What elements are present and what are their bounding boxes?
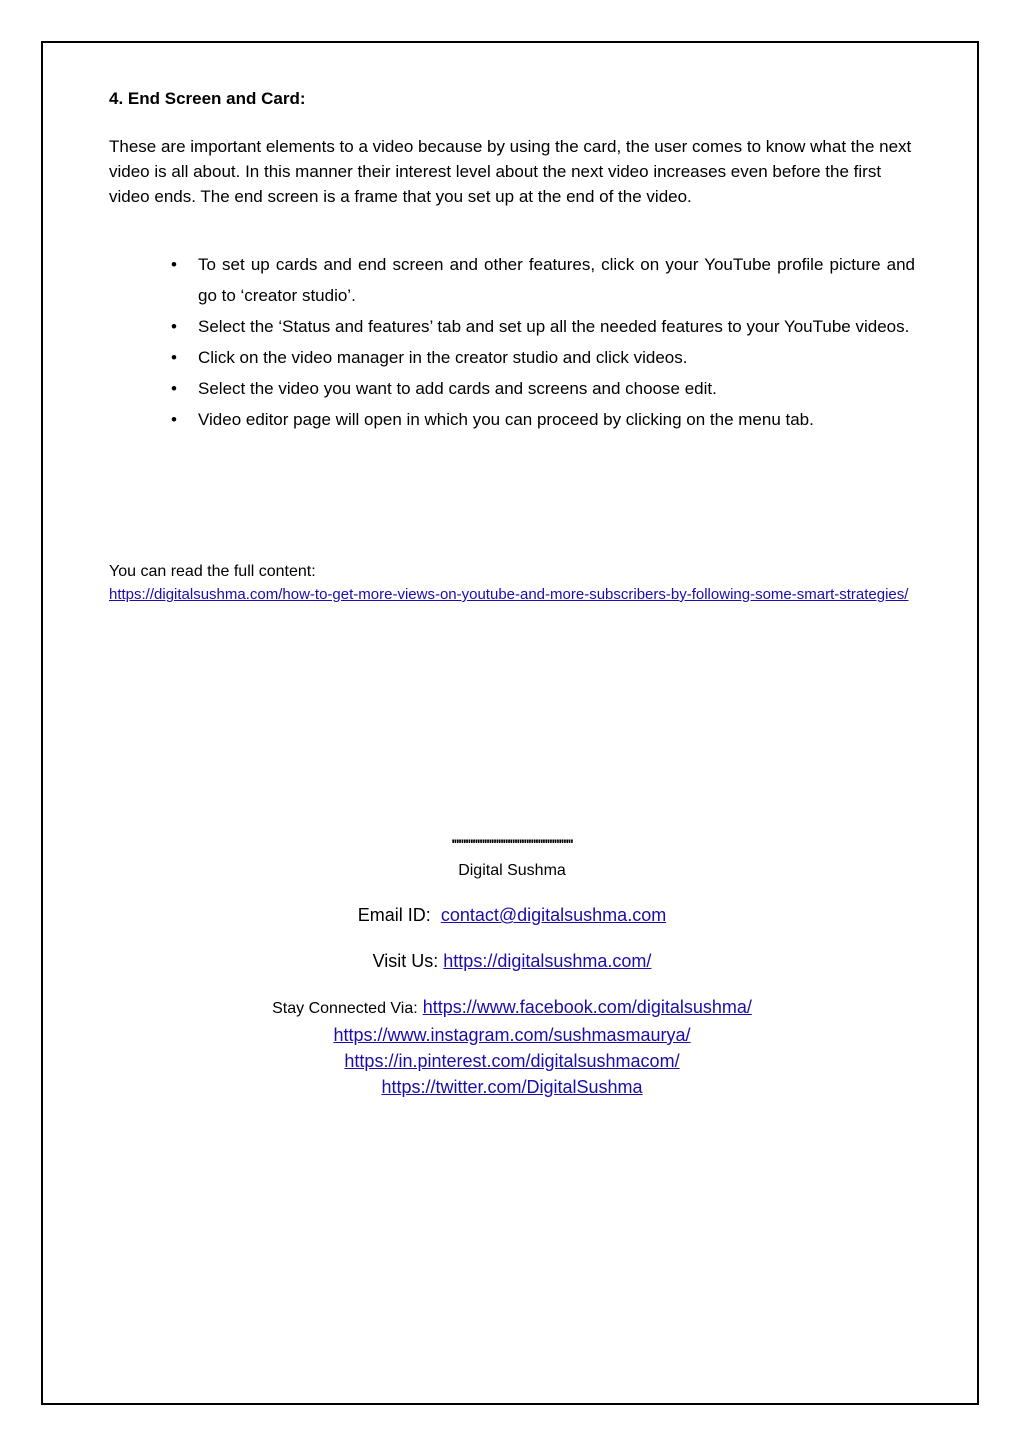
bullet-icon: • [171, 379, 177, 398]
list-item-text: Click on the video manager in the creator studio and click videos. [198, 348, 688, 367]
website-link[interactable]: https://digitalsushma.com/ [443, 951, 652, 971]
instagram-link[interactable]: https://www.instagram.com/sushmasmaurya/ [333, 1025, 691, 1045]
connect-label: Stay Connected Via: [272, 1000, 418, 1017]
pinterest-link[interactable]: https://in.pinterest.com/digitalsushmacom/ [344, 1051, 680, 1071]
email-line [60, 902, 964, 928]
social-links [60, 994, 964, 1100]
footer [60, 836, 964, 1100]
read-more-block [109, 560, 915, 606]
list-item-text: Select the video you want to add cards and screens and choose edit. [198, 379, 717, 398]
steps-list [109, 249, 915, 435]
list-item [109, 311, 915, 342]
bullet-icon: • [171, 255, 177, 274]
facebook-link[interactable]: https://www.facebook.com/digitalsushma/ [422, 997, 752, 1017]
bullet-icon: • [171, 317, 177, 336]
list-item [109, 342, 915, 373]
twitter-line [60, 1074, 964, 1100]
email-link[interactable]: contact@digitalsushma.com [440, 905, 667, 925]
visit-label: Visit Us: [372, 951, 439, 971]
list-item [109, 373, 915, 404]
twitter-link[interactable]: https://twitter.com/DigitalSushma [381, 1077, 643, 1097]
intro-paragraph: These are important elements to a video because by using the card, the user comes to know what the next video is all about. In this manner their interest level about the next video increases even before the first video ends. The end screen is a frame that you set up at the end of the video. [109, 137, 912, 206]
brand-name: Digital Sushma [458, 862, 566, 879]
read-more-label: You can read the full content: [109, 563, 316, 580]
facebook-line [60, 994, 964, 1022]
separator-marks: '''''''''''''''''''''''''''''''''''''''''''''''''''' [451, 836, 573, 852]
main-content [109, 86, 915, 435]
list-item [109, 249, 915, 311]
list-item-text: Select the ‘Status and features’ tab and set up all the needed features to your YouTube videos. [198, 317, 910, 336]
article-link[interactable]: https://digitalsushma.com/how-to-get-more-views-on-youtube-and-more-subscribers-by-following-some-smart-strategies/ [109, 586, 909, 603]
list-item-text: To set up cards and end screen and other features, click on your YouTube profile picture and go to ‘creator studio’. [198, 255, 915, 305]
section-heading: 4. End Screen and Card: [109, 89, 306, 108]
list-item-text: Video editor page will open in which you can proceed by clicking on the menu tab. [198, 410, 814, 429]
list-item [109, 404, 915, 435]
pinterest-line [60, 1048, 964, 1074]
bullet-icon: • [171, 348, 177, 367]
instagram-line [60, 1022, 964, 1048]
visit-line [60, 948, 964, 974]
bullet-icon: • [171, 410, 177, 429]
email-label: Email ID: [357, 905, 431, 925]
